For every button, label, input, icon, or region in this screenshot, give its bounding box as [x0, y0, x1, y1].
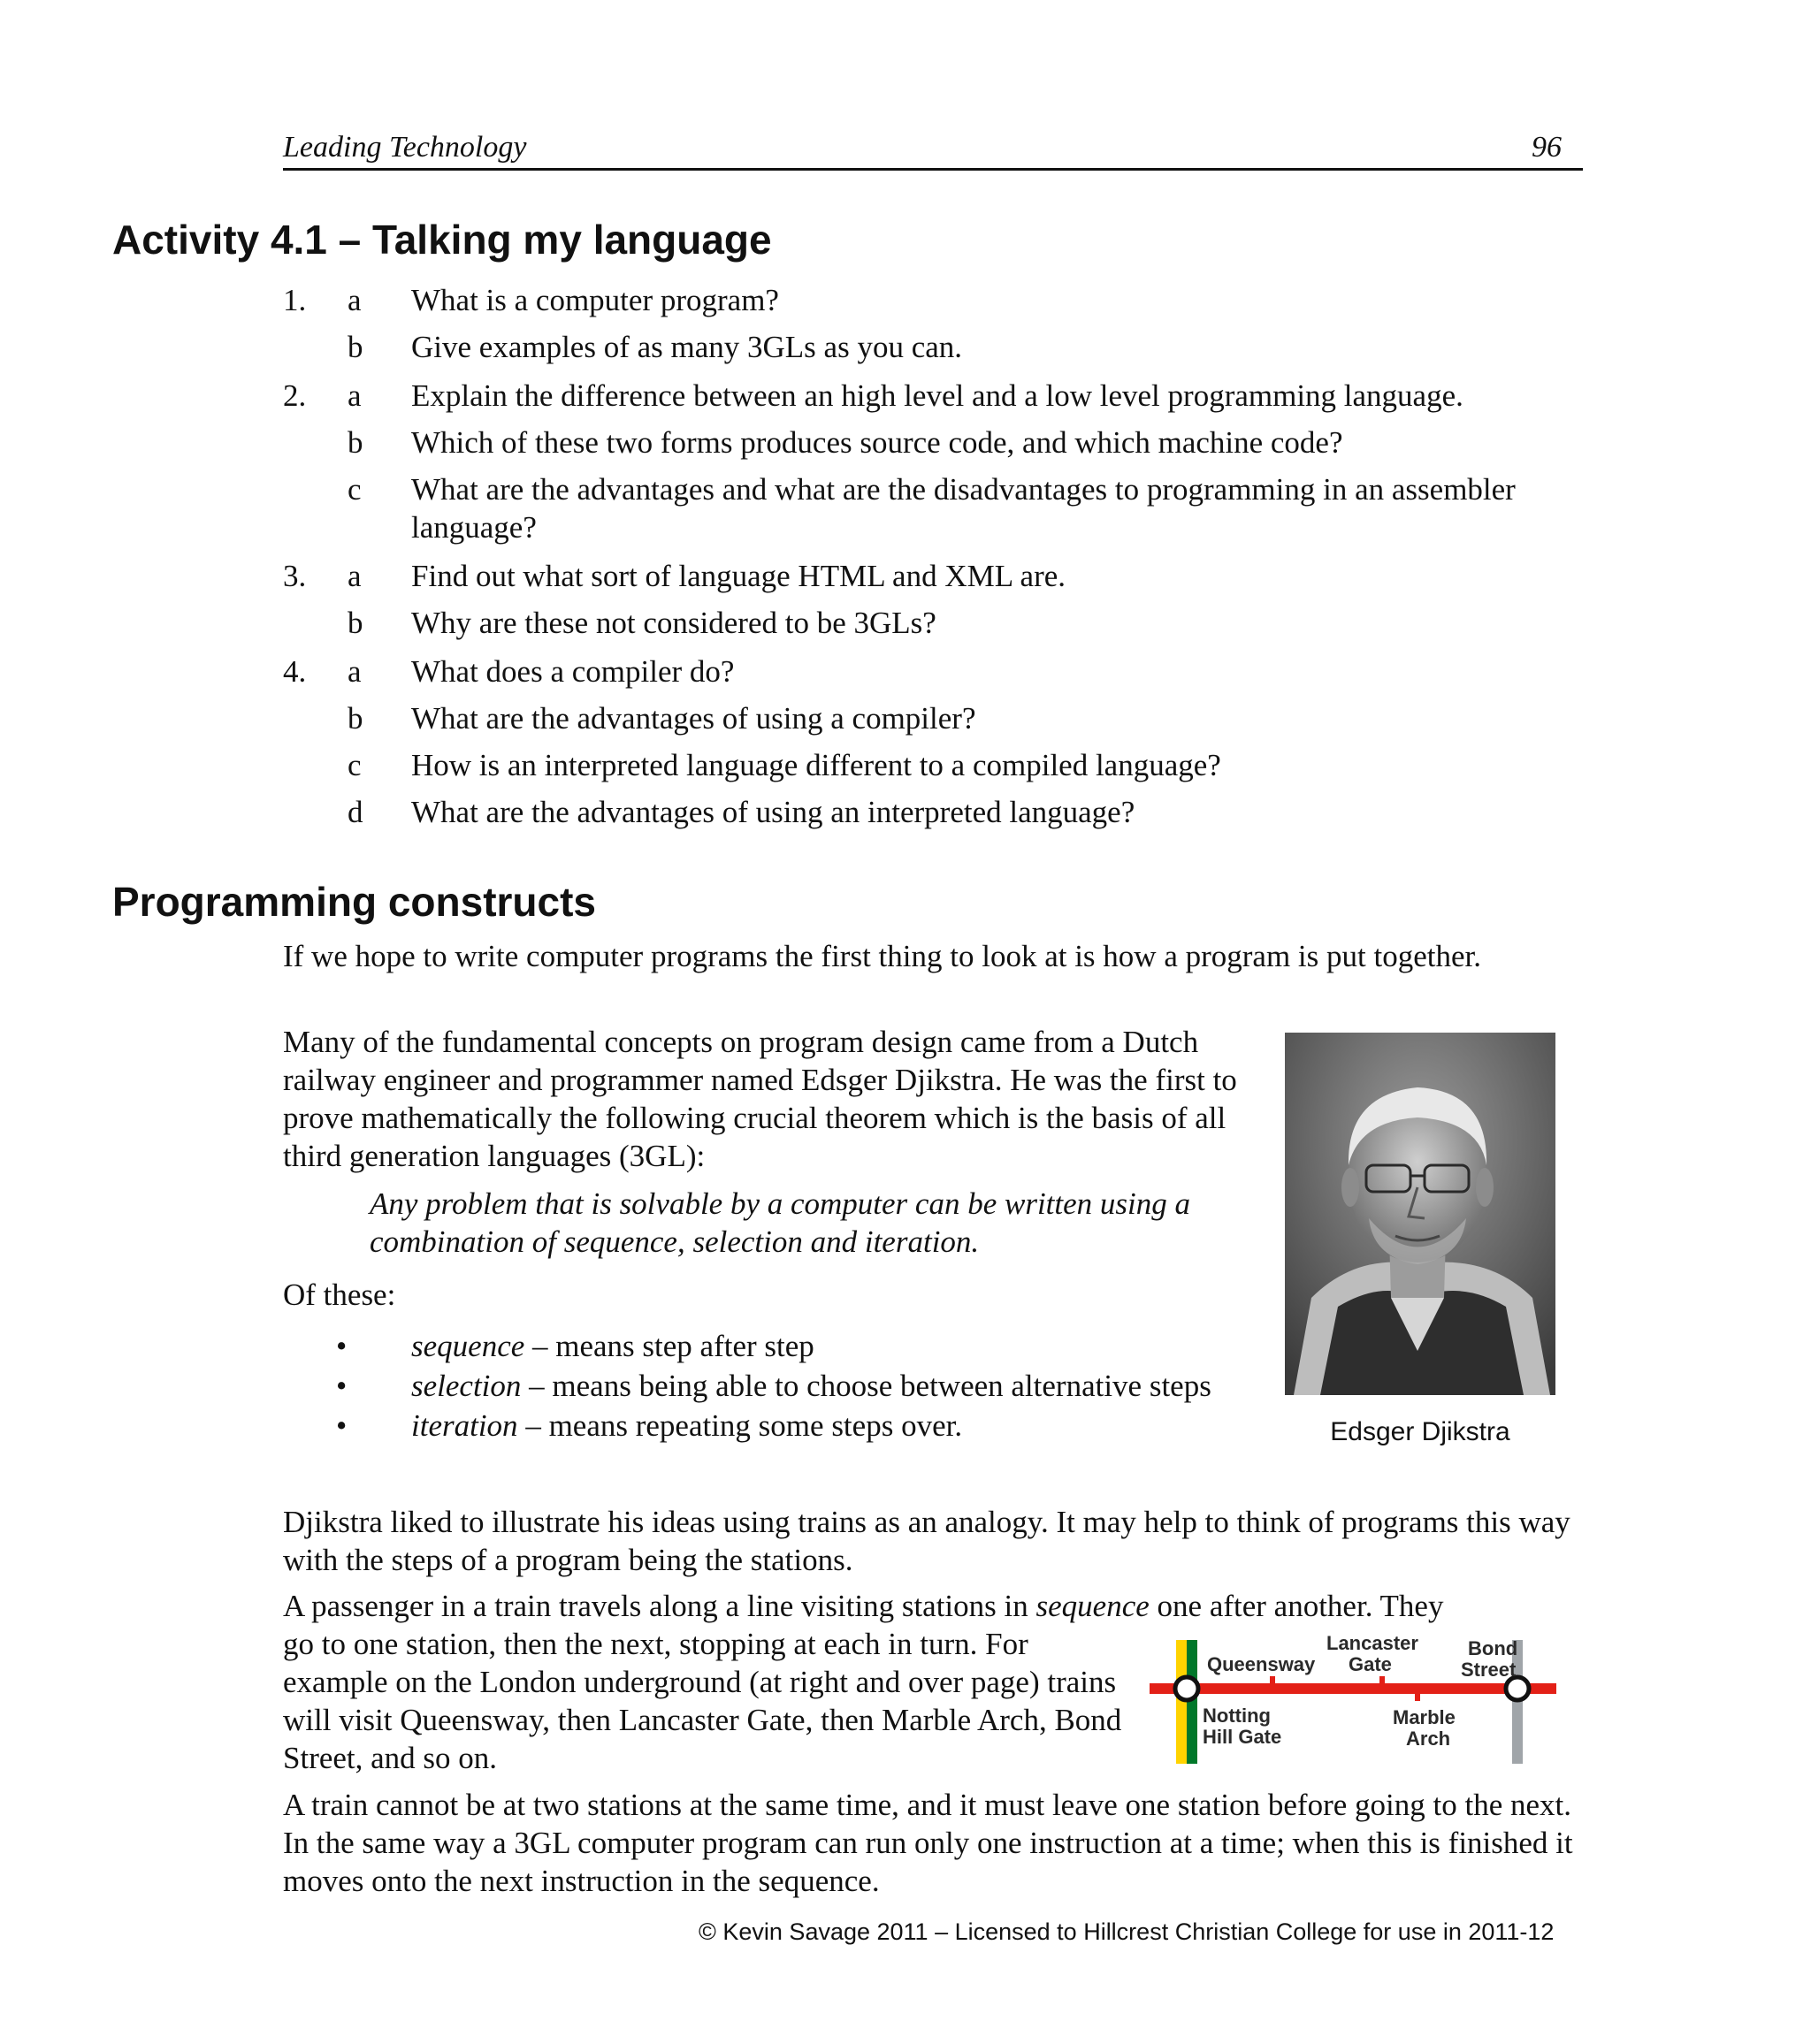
passenger-text-start: A passenger in a train travels along a line visiting stations in — [283, 1589, 1036, 1623]
section-heading: Programming constructs — [112, 879, 596, 925]
list-item — [336, 1407, 1220, 1445]
question-letter: b — [348, 606, 363, 640]
question-number — [283, 746, 348, 784]
bullet-text: – means being able to choose between alternative steps — [521, 1369, 1211, 1403]
question-letter: a — [348, 378, 362, 413]
question-letter: a — [348, 559, 362, 593]
lancaster-label-line1: Lancaster — [1326, 1632, 1418, 1654]
bullet-icon: • — [336, 1408, 348, 1443]
lancaster-label-line2: Gate — [1349, 1653, 1392, 1675]
question-group — [283, 557, 1592, 642]
theorem-quote: Any problem that is solvable by a computer can be written using a combination of sequence, selection and iteration. — [370, 1186, 1191, 1259]
bullet-term: sequence — [411, 1329, 525, 1363]
question-item — [283, 557, 1592, 595]
activity-heading: Activity 4.1 – Talking my language — [112, 217, 772, 263]
bullet-term: selection — [411, 1369, 522, 1403]
question-group — [283, 377, 1592, 546]
bond-label-line2: Street — [1461, 1659, 1517, 1681]
question-group — [283, 281, 1592, 366]
question-text: What are the advantages of using an interpreted language? — [411, 795, 1135, 829]
list-item — [336, 1327, 1220, 1365]
question-item — [283, 604, 1592, 642]
question-number: 1. — [283, 283, 307, 317]
trains-paragraph: Djikstra liked to illustrate his ideas using trains as an analogy. It may help to think of programs this way with the steps of a program being the stations. — [283, 1505, 1570, 1577]
passenger-text-end: one after another. They — [1149, 1589, 1444, 1623]
tube-map — [1150, 1627, 1556, 1768]
question-text: Which of these two forms produces source code, and which machine code? — [411, 425, 1343, 460]
question-number: 3. — [283, 559, 307, 593]
question-letter: c — [348, 748, 362, 782]
question-item — [283, 423, 1592, 461]
bond-label-line1: Bond — [1468, 1637, 1518, 1659]
central-line — [1150, 1683, 1556, 1694]
queensway-station-tick — [1270, 1676, 1275, 1685]
question-number — [283, 470, 348, 546]
copyright-footer: © Kevin Savage 2011 – Licensed to Hillcrest Christian College for use in 2011-12 — [699, 1918, 1555, 1945]
question-item — [283, 699, 1592, 737]
question-text: What are the advantages and what are the disadvantages to programming in an assembler language? — [411, 472, 1516, 545]
question-group — [283, 652, 1592, 831]
bullet-icon: • — [336, 1329, 348, 1363]
bullet-text: – means repeating some steps over. — [517, 1408, 963, 1443]
question-item — [283, 328, 1592, 366]
marble-label-line1: Marble — [1393, 1706, 1456, 1728]
question-item — [283, 470, 1592, 546]
dijkstra-photo — [1285, 1033, 1555, 1395]
notting-hill-interchange — [1175, 1677, 1198, 1700]
question-text: What is a computer program? — [411, 283, 779, 317]
question-text: Give examples of as many 3GLs as you can. — [411, 330, 963, 364]
of-these-label: Of these: — [283, 1278, 396, 1312]
question-number: 2. — [283, 378, 307, 413]
question-letter: c — [348, 472, 362, 507]
question-item — [283, 793, 1592, 831]
question-letter: a — [348, 283, 362, 317]
question-letter: a — [348, 654, 362, 689]
marble-label-line2: Arch — [1406, 1727, 1451, 1750]
question-number — [283, 423, 348, 461]
question-text: Why are these not considered to be 3GLs? — [411, 606, 936, 640]
photo-caption: Edsger Djikstra — [1330, 1417, 1510, 1446]
question-text: What are the advantages of using a compiler? — [411, 701, 976, 736]
question-text: How is an interpreted language different to a compiled language? — [411, 748, 1221, 782]
running-header — [283, 124, 1583, 171]
book-title: Leading Technology — [283, 131, 527, 164]
question-letter: b — [348, 330, 363, 364]
question-number — [283, 328, 348, 366]
marble-arch-station-tick — [1415, 1692, 1420, 1701]
question-number — [283, 604, 348, 642]
queensway-label: Queensway — [1207, 1653, 1316, 1675]
question-item — [283, 377, 1592, 415]
passenger-paragraph — [283, 1587, 1583, 1625]
passenger-paragraph-continued: go to one station, then the next, stopping at each in turn. For example on the London underground (at right and over page) trains will visit Queensway, then Lancaster Gate, then Marble Arch, Bond Street, and so on. — [283, 1627, 1122, 1775]
lancaster-gate-station-tick — [1379, 1676, 1385, 1685]
bullet-text: – means step after step — [524, 1329, 814, 1363]
construct-bullet-list — [336, 1327, 1220, 1446]
bullet-term: iteration — [411, 1408, 518, 1443]
question-text: Find out what sort of language HTML and XML are. — [411, 559, 1066, 593]
page-number: 96 — [1532, 131, 1562, 164]
question-text: What does a compiler do? — [411, 654, 735, 689]
notting-label-line2: Hill Gate — [1203, 1726, 1282, 1748]
question-number — [283, 699, 348, 737]
question-list — [283, 281, 1592, 842]
intro-paragraph: If we hope to write computer programs the first thing to look at is how a program is put together. — [283, 939, 1481, 973]
question-item — [283, 652, 1592, 690]
question-text: Explain the difference between an high level and a low level programming language. — [411, 378, 1463, 413]
question-number — [283, 793, 348, 831]
list-item — [336, 1367, 1220, 1405]
question-item — [283, 746, 1592, 784]
sequence-paragraph: A train cannot be at two stations at the same time, and it must leave one station before going to the next. In the same way a 3GL computer program can run only one instruction at a time; when this is finished it moves onto the next instruction in the sequence. — [283, 1788, 1573, 1898]
question-letter: b — [348, 701, 363, 736]
notting-label-line1: Notting — [1203, 1705, 1271, 1727]
bullet-icon: • — [336, 1369, 348, 1403]
question-letter: b — [348, 425, 363, 460]
question-number: 4. — [283, 654, 307, 689]
passenger-term: sequence — [1035, 1589, 1150, 1623]
dijkstra-paragraph: Many of the fundamental concepts on program design came from a Dutch railway engineer and programmer named Edsger Djikstra. He was the first to prove mathematically the following crucial theorem which is the basis of all third generation languages (3GL): — [283, 1025, 1237, 1173]
question-item — [283, 281, 1592, 319]
question-letter: d — [348, 795, 363, 829]
